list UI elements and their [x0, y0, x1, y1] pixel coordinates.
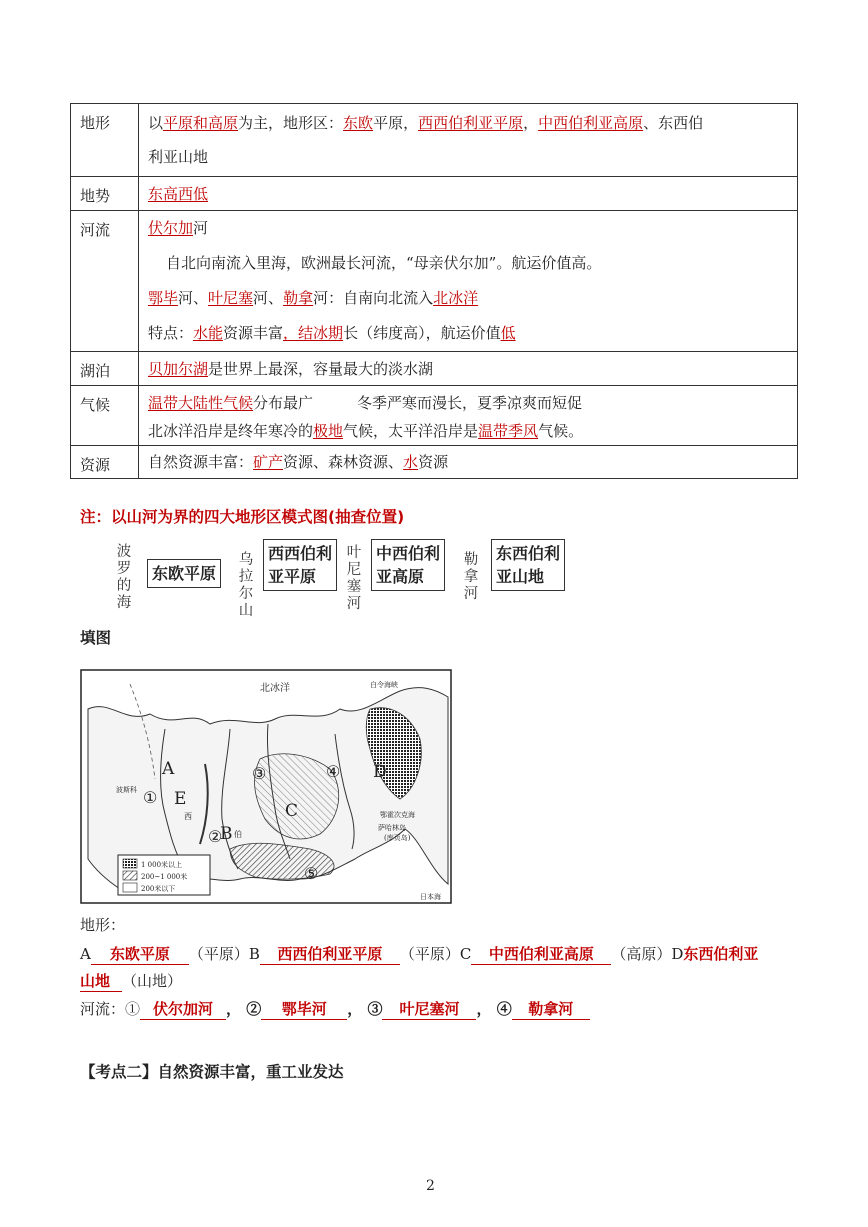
box-east-european-plain: 东欧平原 — [147, 559, 221, 588]
table-row — [71, 352, 798, 386]
box-east-siberian-mountains: 东西伯利 亚山地 — [491, 539, 565, 591]
answer-blank: 西西伯利亚平原 — [260, 943, 400, 965]
terrain-label: 地形： — [80, 916, 126, 934]
answer-blank: 叶尼塞河 — [382, 998, 476, 1020]
row-label: 地势 — [71, 177, 139, 211]
baltic-label: 波斯科 — [116, 786, 137, 794]
row-content: 贝加尔湖是世界上最深，容量最大的淡水湖 — [139, 352, 798, 386]
japan-sea-label: 日本海 — [420, 893, 441, 901]
row-label: 气候 — [71, 386, 139, 446]
legend-swatch-low — [123, 883, 137, 892]
answer-blank: 山地 — [80, 970, 122, 992]
table-row — [71, 211, 798, 352]
map-legend — [118, 855, 210, 895]
sea-label: 波罗的海 — [116, 544, 132, 611]
label-1: ① — [143, 788, 158, 807]
row-content: 自然资源丰富：矿产资源、森林资源、水资源 — [139, 446, 798, 479]
sakhalin-label-1: 萨哈林岛 — [378, 824, 406, 832]
river-lena-label: 勒拿河 — [463, 552, 479, 602]
bo-label: 伯 — [234, 830, 242, 839]
river-yenisei-label: 叶尼塞河 — [346, 545, 362, 612]
label-2: ② — [208, 827, 223, 846]
answer-blank: 中西伯利亚高原 — [471, 943, 611, 965]
label-4: ④ — [326, 762, 341, 781]
table-row — [71, 104, 798, 177]
legend-label: 200~1 000米 — [141, 873, 188, 881]
box-west-siberian-plain: 西西伯利 亚平原 — [263, 539, 337, 591]
west-label: 西 — [184, 812, 192, 821]
answer-blank: 勒拿河 — [512, 998, 590, 1020]
row-label: 湖泊 — [71, 352, 139, 386]
river-answers-line: 河流：① 伏尔加河 ， ② 鄂毕河 ， ③ 叶尼塞河 ， ④ 勒拿河 — [80, 998, 590, 1020]
label-5: ⑤ — [304, 864, 319, 883]
russia-map — [80, 669, 452, 904]
legend-swatch-mid — [123, 871, 137, 880]
label-3: ③ — [252, 764, 267, 783]
table-row — [71, 177, 798, 211]
row-content: 伏尔加河 自北向南流入里海，欧洲最长河流，“母亲伏尔加”。航运价值高。 鄂毕河、叶尼塞河、勒拿河：自南向北流入北冰洋 特点：水能资源丰富，结冰期长（纬度高），航运价值低 — [139, 211, 798, 352]
table-row — [71, 446, 798, 479]
terrain-answers-line: A 东欧平原 （平原）B 西西伯利亚平原 （平原）C 中西伯利亚高原 （高原）D东西伯利亚 — [80, 943, 777, 965]
sakhalin-label-2: (库页岛) — [384, 834, 411, 842]
strait-label: 白令海峡 — [370, 681, 398, 689]
answer-blank: 东欧平原 — [91, 943, 189, 965]
legend-label: 1 000米以上 — [141, 861, 183, 869]
terrain-answers-line-2: 山地 （山地） — [80, 972, 183, 990]
label-C: C — [285, 801, 299, 821]
legend-swatch-high — [123, 859, 137, 868]
legend-label: 200米以下 — [141, 885, 176, 893]
section-title: 【考点二】自然资源丰富，重工业发达 — [80, 1063, 344, 1081]
okhotsk-label: 鄂霍次克海 — [380, 811, 415, 819]
answer-blank: 鄂毕河 — [261, 998, 347, 1020]
label-D: D — [373, 762, 387, 782]
label-B: B — [220, 824, 233, 844]
answer-blank: 伏尔加河 — [140, 998, 226, 1020]
mountain-label: 乌拉尔山 — [238, 552, 254, 619]
row-label: 河流 — [71, 211, 139, 352]
page-number: 2 — [426, 1178, 435, 1194]
row-label: 地形 — [71, 104, 139, 177]
table-row — [71, 386, 798, 446]
label-A: A — [162, 759, 175, 779]
note-heading: 注：以山河为界的四大地形区模式图(抽查位置) — [80, 508, 405, 526]
fill-map-title: 填图 — [80, 629, 112, 647]
answer-blank: 东西伯利亚 — [683, 945, 759, 963]
row-content: 东高西低 — [139, 177, 798, 211]
box-central-siberian-plateau: 中西伯利 亚高原 — [371, 539, 445, 591]
ocean-label: 北冰洋 — [260, 683, 290, 694]
geography-table — [70, 103, 798, 479]
row-label: 资源 — [71, 446, 139, 479]
row-content: 以平原和高原为主，地形区：东欧平原，西西伯利亚平原，中西伯利亚高原、东西伯 利亚山地 — [139, 104, 798, 177]
label-E: E — [174, 789, 187, 809]
row-content: 温带大陆性气候分布最广 冬季严寒而漫长，夏季凉爽而短促 北冰洋沿岸是终年寒冷的极地气候，太平洋沿岸是温带季风气候。 — [139, 386, 798, 446]
